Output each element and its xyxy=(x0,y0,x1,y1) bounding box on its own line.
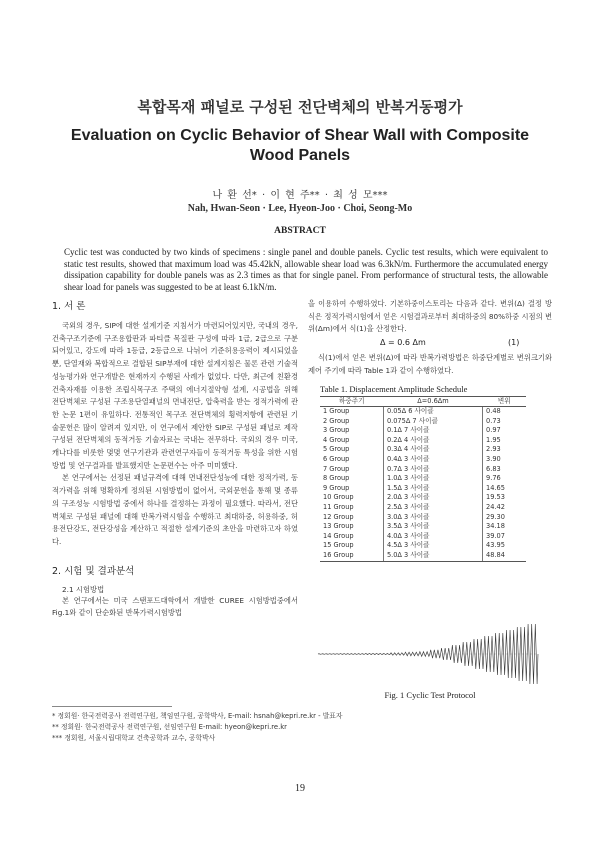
table-cell: 12 Group xyxy=(320,513,383,523)
table-cell: 0.48 xyxy=(486,407,501,416)
authors-english: Nah, Hwan-Seon · Lee, Hyeon-Joo · Choi, Seong-Mo xyxy=(187,203,413,214)
table-cell: 3.5Δ 3 사이클 xyxy=(383,522,482,532)
table-row xyxy=(320,541,526,551)
section2-heading: 2. 시험 및 결과분석 xyxy=(52,565,135,577)
table-cell: 7 Group xyxy=(320,465,383,475)
section2-subheading: 2.1 시험방법 xyxy=(62,584,105,594)
table-cell: 14.65 xyxy=(486,483,505,492)
table-cell: 19.53 xyxy=(486,493,505,502)
table-cell: 6 Group xyxy=(320,455,383,465)
table-cell: 3.90 xyxy=(486,455,501,464)
table-row xyxy=(320,455,526,465)
table-cell: 39.07 xyxy=(486,531,505,540)
table-cell: 0.7Δ 3 사이클 xyxy=(383,465,482,475)
title-korean: 복합목재 패널로 구성된 전단벽체의 반복거동평가 xyxy=(137,98,463,116)
table-cell: 5.0Δ 3 사이클 xyxy=(383,551,482,561)
table-cell: 0.05Δ 6 사이클 xyxy=(383,407,482,417)
table-cell: 0.2Δ 4 사이클 xyxy=(383,436,482,446)
table-row xyxy=(320,551,526,561)
table-row xyxy=(320,532,526,542)
right-paragraph-1: 을 이용하여 수행하였다. 기본하중이스토리는 다음과 같다. 변위(Δ) 결정 방식은 정적가력시험에서 얻은 시험결과로부터 최대하중의 80%하중 시점의 변위(Δm)에서 식(1)을 산정한다. xyxy=(308,299,552,334)
table-cell: 0.075Δ 7 사이클 xyxy=(383,417,482,427)
table-cell: 0.97 xyxy=(486,426,501,435)
cyclic-test-protocol-figure xyxy=(312,621,542,687)
table-cell: 29.30 xyxy=(486,512,505,521)
table-row xyxy=(320,426,526,436)
table-cell: 6.83 xyxy=(486,464,501,473)
table-row xyxy=(320,503,526,513)
table-cell: 43.95 xyxy=(486,541,505,550)
table-cell: 4 Group xyxy=(320,436,383,446)
table-cell: 2.0Δ 3 사이클 xyxy=(383,493,482,503)
section1-paragraph-2: 본 연구에서는 선정된 패널규격에 대해 면내전단성능에 대한 정적가력, 동적가력을 위해 명확하게 정의된 시험방법이 없어서, 국외문헌을 통해 몇 종류의 구조성능 시험방법 중에서 하나를 결정하는 과정이 필요했다. 따라서, 전단벽체로 구성된 패널에 대해 반복가력시험을 수행하고 최대하중, 허용하중, 허용전단강도, 전단강성을 계산하고 적절한 설계기준의 초안을 마련하고자 하였다. xyxy=(52,473,298,546)
table-cell: 24.42 xyxy=(486,503,505,512)
table-body xyxy=(320,407,526,562)
table-row xyxy=(320,484,526,494)
table-cell: 2.93 xyxy=(486,445,501,454)
table-row xyxy=(320,407,526,417)
table-cell: 48.84 xyxy=(483,551,526,561)
footnote-divider xyxy=(52,706,172,707)
table-header-row xyxy=(320,396,526,407)
page-number: 19 xyxy=(295,783,305,794)
table-row xyxy=(320,465,526,475)
table-cell: 16 Group xyxy=(320,551,383,561)
table-cell: 4.5Δ 3 사이클 xyxy=(383,541,482,551)
table-cell: 34.18 xyxy=(486,522,505,531)
table-cell: 0.1Δ 7 사이클 xyxy=(383,426,482,436)
table-cell: 11 Group xyxy=(320,503,383,513)
table-row xyxy=(320,474,526,484)
footnote: * 정회원· 한국전력공사 전력연구원, 책임연구원, 공학박사, E-mail: hsnah@kepri.re.kr - 발표자 xyxy=(52,712,343,720)
table-row xyxy=(320,522,526,532)
table-cell: 5 Group xyxy=(320,445,383,455)
table-row xyxy=(320,513,526,523)
table-row xyxy=(320,445,526,455)
table-row xyxy=(320,417,526,427)
table-cell: 1.0Δ 3 사이클 xyxy=(383,474,482,484)
table-cell: 10 Group xyxy=(320,493,383,503)
table-cell: 15 Group xyxy=(320,541,383,551)
table-cell: 1 Group xyxy=(320,407,383,417)
table-cell: 9.76 xyxy=(486,474,501,483)
footnotes xyxy=(52,711,552,744)
table-cell: 0.4Δ 3 사이클 xyxy=(383,455,482,465)
equation-1 xyxy=(308,338,552,350)
table-cell: 0.3Δ 4 사이클 xyxy=(383,445,482,455)
table-cell: 0.73 xyxy=(486,416,501,425)
section1-paragraph-1: 국외의 경우, SIP에 대한 설계기준 지침서가 마련되어있지만, 국내의 경우, 건축구조기준에 구조용합판과 파티클 목질판 구성에 따라 1급, 2급으로 구분되어있고, 강도에 따라 1등급, 2등급으로 나뉘어 기준허용응력이 제시되었을 뿐, 단열재와 복합적으로 결합된 SIP부재에 대한 설계지침은 물론 관련 기술적 성능평가와 연구개발은 현재까지 수행된 사례가 없었다. 다만, 최근에 친환경 건축자재를 이용한 조립식목구조 주택의 에너지절약형 설계, 시공법을 위해 전단벽체로 구성된 구조용단열패널의 면내전단, 압축력을 받는 정적가력에 관한 논문 1편이 유일하다. 전통적인 목구조 전단벽체의 횡력저항에 관련된 기술문헌은 많이 알려져 있지만, 이 연구에서 제안한 SIP로 구성된 패널로 제작구성된 전단벽체의 동적거동 기술자료는 국내는 전무하다. 국외의 경우 미국, 캐나다를 비롯한 몇몇 연구기관과 관련연구자들이 동적거동 특성을 위한 시험방법 및 연구결과를 발표했지만 논문편수는 아주 미미했다. xyxy=(52,321,298,470)
table-row xyxy=(320,493,526,503)
section1-heading: 1. 서 론 xyxy=(52,301,86,312)
table-header: 변위 xyxy=(483,396,526,407)
section2-paragraph-1: 본 연구에서는 미국 스탠포드대학에서 개발한 CUREE 시험방법중에서 Fig.1와 같이 단순화된 반복가력시험방법 xyxy=(52,595,298,618)
table-cell: 2 Group xyxy=(320,417,383,427)
table-cell: 1.5Δ 3 사이클 xyxy=(383,484,482,494)
abstract-text: Cyclic test was conducted by two kinds of specimens : single panel and double panels. Cyclic test results, which were equivalent to static test results, showed that maximum load was 45.42kN, allowable shear load was 6.3kN/m. Furthermore the accumulated energy dissipation capability for double panels was as 2.3 times as that for single panel. From performance of structural tests, the allowable shear load for panels was suggested to be at least 6.1kN/m. xyxy=(64,247,548,292)
table-cell: 3.0Δ 3 사이클 xyxy=(383,513,482,523)
equation-number: (1) xyxy=(508,338,520,348)
authors-korean: 나 환 선* · 이 현 주** · 최 성 모*** xyxy=(212,190,388,201)
right-paragraph-2: 식(1)에서 얻은 변위(Δ)에 따라 반복가력방법은 하중단계별로 변위크기와 제어 주기에 따라 Table 1과 같이 수행하였다. xyxy=(308,353,552,375)
left-column xyxy=(52,298,298,620)
table-cell: 4.0Δ 3 사이클 xyxy=(383,532,482,542)
table-cell: 1.95 xyxy=(486,435,501,444)
footnote: *** 정회원, 서울시립대학교 건축공학과 교수, 공학박사 xyxy=(52,734,216,742)
table-cell: 14 Group xyxy=(320,532,383,542)
table-header: 하중주기 xyxy=(320,396,383,407)
right-column xyxy=(308,298,552,562)
displacement-schedule-table xyxy=(320,396,526,562)
title-english: Evaluation on Cyclic Behavior of Shear Wall with Composite Wood Panels xyxy=(70,127,530,164)
table-header: Δ=0.6Δm xyxy=(383,396,482,407)
table-cell: 13 Group xyxy=(320,522,383,532)
table-caption: Table 1. Displacement Amplitude Schedule xyxy=(320,383,468,394)
table-cell: 2.5Δ 3 사이클 xyxy=(383,503,482,513)
table-cell: 8 Group xyxy=(320,474,383,484)
equation-expression: Δ = 0.6 Δm xyxy=(380,338,426,348)
protocol-plot xyxy=(312,621,542,687)
table-cell: 9 Group xyxy=(320,484,383,494)
table-cell: 3 Group xyxy=(320,426,383,436)
protocol-waveform xyxy=(318,624,538,684)
abstract-heading: ABSTRACT xyxy=(274,226,326,236)
figure-caption: Fig. 1 Cyclic Test Protocol xyxy=(384,690,476,700)
footnote: ** 정회원· 한국전력공사 전력연구원, 선임연구원 E-mail: hyeon@kepri.re.kr xyxy=(52,723,287,731)
